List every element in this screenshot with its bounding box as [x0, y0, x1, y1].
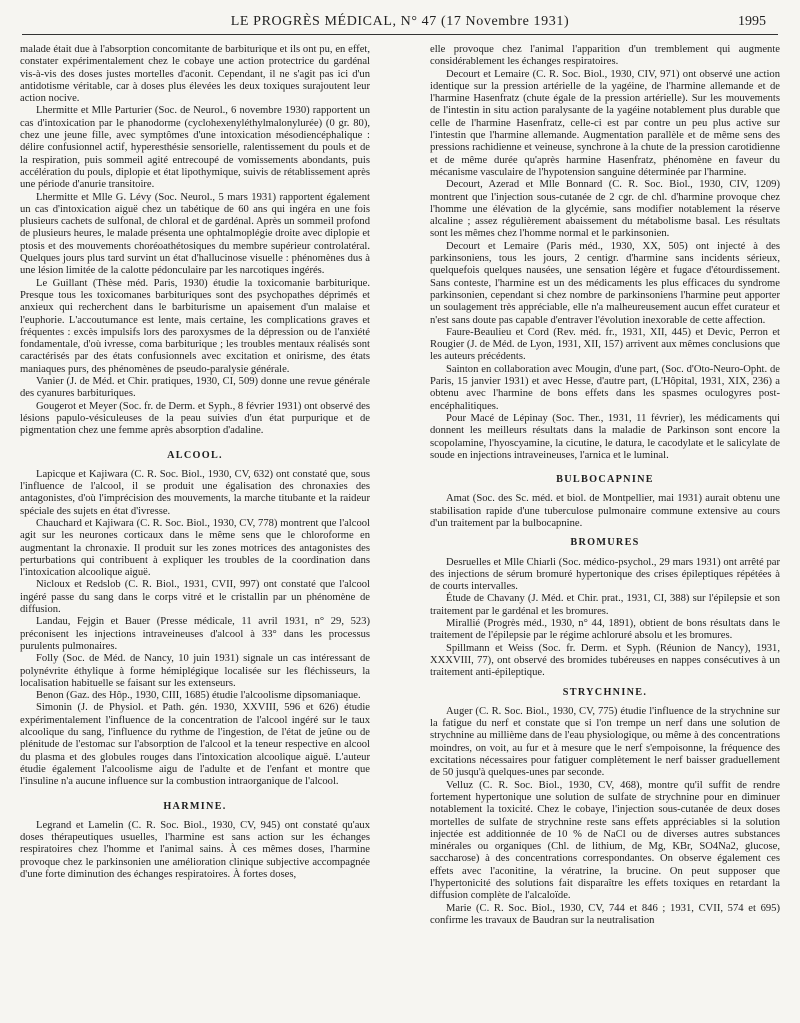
- paragraph: Desruelles et Mlle Chiarli (Soc. médico-psychol., 29 mars 1931) ont arrêté par des injections de sérum bromuré hypertonique des crises épileptiques répétées à de courts intervalles.: [430, 556, 780, 593]
- paragraph: Decourt et Lemaire (Paris méd., 1930, XX, 505) ont injecté à des parkinsoniens, tous les jours, 2 centigr. d'harmine sans incidents sérieux, quelquefois quelques nausées, une sensation légère et fugace d'étourdissement. Sans conteste, l'harmine est un des médicaments les plus efficaces du syndrome parkinsonien, cependant si chez nombre de parkinsoniens l'harmine peut apporter un soulagement très appréciable, elle n'a malheureusement aucun effet curateur et n'est sans doute pas capable d'entraver l'évolution inexorable de cette affection.: [430, 240, 780, 326]
- running-header: [22, 6, 778, 35]
- paragraph: Spillmann et Weiss (Soc. fr. Derm. et Syph. (Réunion de Nancy), 1931, XXXVIII, 77), ont observé des bromides tubéreuses en nappes consécutives à un traitement anti-épileptique.: [430, 642, 780, 679]
- paragraph: Gougerot et Meyer (Soc. fr. de Derm. et Syph., 8 février 1931) ont observé des lésions papulo-vésiculeuses de la peau suivies d'un état purpurique et de pigmentation chez une femme après absorption d'adaline.: [20, 400, 370, 437]
- paragraph: Sainton en collaboration avec Mougin, d'une part, (Soc. d'Oto-Neuro-Opht. de Paris, 15 janvier 1931) et avec Hesse, d'autre part, (L'Hôpital, 1931, XIX, 236) a obtenu avec l'harmine de bons effets dans les spasmes oculogyres post-encéphalitiques.: [430, 363, 780, 412]
- paragraph: Pour Macé de Lépinay (Soc. Ther., 1931, 11 février), les médicaments qui donnent les meilleurs résultats dans la maladie de Parkinson sont encore la scopolamine, l'hyoscyamine, la cicutine, le datura, le cacodylate et le salicylate de soude en injections intraveineuses, l'arnica et le luminal.: [430, 412, 780, 461]
- paragraph: Amat (Soc. des Sc. méd. et biol. de Montpellier, mai 1931) aurait obtenu une stabilisation rapide d'une tuberculose pulmonaire commune extensive au cours d'un traitement par la bulbocapnine.: [430, 493, 780, 529]
- text-columns: [20, 44, 780, 1014]
- paragraph: Mirallié (Progrès méd., 1930, n° 44, 1891), obtient de bons résultats dans le traitement de l'épilepsie par le régime achloruré absolu et les bromures.: [430, 618, 780, 642]
- left-column: [20, 44, 370, 1014]
- journal-title: LE PROGRÈS MÉDICAL, N° 47 (17 Novembre 1931): [230, 14, 570, 29]
- paragraph: Chauchard et Kajiwara (C. R. Soc. Biol., 1930, CV, 778) montrent que l'alcool agit sur les neurones corticaux dans le même sens que le chloroforme en augmentant la chronaxie. Il produit sur les zones motrices des antagonistes des perturbations qui contribuent à expliquer les troubles de la coordination dans l'intoxication alcoolique aiguë.: [20, 517, 370, 579]
- paragraph: Vanier (J. de Méd. et Chir. pratiques, 1930, CI, 509) donne une revue générale des cyanures barbituriques.: [20, 376, 370, 400]
- paragraph: Landau, Fejgin et Bauer (Presse médicale, 11 avril 1931, n° 29, 523) préconisent les injections intraveineuses d'alcool à 33° dans les processus purulents pulmonaires.: [20, 616, 370, 652]
- paragraph: Lhermitte et Mlle G. Lévy (Soc. Neurol., 5 mars 1931) rapportent également un cas d'intoxication aiguë chez un tabétique de 60 ans qui ingéra en une fois plusieurs cachets de sulfonal, de chloral et de gardénal. Après un sommeil profond de plusieurs heures, le malade présenta une ophtalmoplégie droite avec diplopie et ptosis et des mouvements choréoathétosiques du membre supérieur controlatéral. Quelques jours plus tard survint un état d'hallucinose visuelle : phénomènes dus à une lésion limitée de la calotte pédonculaire par les narcotiques ingérés.: [20, 191, 370, 277]
- paragraph: Auger (C. R. Soc. Biol., 1930, CV, 775) étudie l'influence de la strychnine sur la fatigue du nerf et constate que si l'on trempe un nerf dans une solution de strychnine au millième dans de l'eau physiologique, ou même à des concentrations moindres, on voit, au fur et à mesure que le nerf s'empoisonne, la fréquence des excitations nécessaires pour fatiguer complètement le nerf baisser graduellement de 50 jusqu'à quelques-unes par seconde.: [430, 705, 780, 779]
- paragraph: malade était due à l'absorption concomitante de barbiturique et ils ont pu, en effet, constater expérimentalement chez le cobaye une action protectrice du gardénal vis-à-vis des doses justes mortelles d'aconit. Cependant, il ne s'agit pas ici d'un antidotisme véritable, car à doses plus élevées les deux toxiques surajoutent leur action nocive.: [20, 44, 370, 105]
- paragraph: Le Guillant (Thèse méd. Paris, 1930) étudie la toxicomanie barbiturique. Presque tous les toxicomanes barbituriques sont des psychopathes déprimés et anxieux qui recherchent dans le barbiturisme un apaisement d'un malaise et l'euphorie. L'accoutumance est lente, mais certaine, les complications graves et fréquentes : excès impulsifs lors des paroxysmes de la dépression ou de l'anxiété fondamentale, d'où ivresse, coma barbiturique ; les troubles mentaux réalisés sont caractérisés par des états confusionnels avec excitation et onirisme, des états maniaques purs, des phénomènes de pseudo-paralysie générale.: [20, 277, 370, 375]
- paragraph: Nicloux et Redslob (C. R. Biol., 1931, CVII, 997) ont constaté que l'alcool ingéré passe du sang dans le corps vitré et le cristallin par un phénomène de diffusion.: [20, 579, 370, 616]
- paragraph: Lapicque et Kajiwara (C. R. Soc. Biol., 1930, CV, 632) ont constaté que, sous l'influence de l'alcool, il se produit une égalisation des chronaxies des antagonistes, d'où l'imprécision des mouvements, la marche titubante et la raideur spéciale des sujets en état d'ivresse.: [20, 468, 370, 517]
- paragraph: Étude de Chavany (J. Méd. et Chir. prat., 1931, CI, 388) sur l'épilepsie et son traitement par le gardénal et les bromures.: [430, 593, 780, 617]
- paragraph: Faure-Beaulieu et Cord (Rev. méd. fr., 1931, XII, 445) et Devic, Perron et Rougier (J. de Méd. de Lyon, 1931, XII, 157) arrivent aux mêmes conclusions que les auteurs précédents.: [430, 326, 780, 363]
- paragraph: elle provoque chez l'animal l'apparition d'un tremblement qui augmente considérablement les échanges respiratoires.: [430, 44, 780, 68]
- section-heading-bromures: BROMURES: [570, 537, 640, 549]
- section-heading-alcool: ALCOOL.: [167, 449, 223, 461]
- paragraph: Legrand et Lamelin (C. R. Soc. Biol., 1930, CV, 945) ont constaté qu'aux doses thérapeutiques usuelles, l'harmine est sans action sur les échanges respiratoires chez l'homme et l'animal sains. À ces mêmes doses, l'harmine provoque chez le parkinsonien une amélioration clinique subjective accompagnée d'une forte diminution des échanges respiratoires. À fortes doses,: [20, 819, 370, 880]
- section-heading-harmine: HARMINE.: [163, 800, 227, 812]
- page-number: 1995: [738, 14, 766, 29]
- right-column: [430, 44, 780, 1014]
- paragraph: Simonin (J. de Physiol. et Path. gén. 1930, XXVIII, 596 et 626) étudie expérimentalement l'influence de la concentration de l'alcool ingéré sur le taux alcoolique du sang, l'influence du rythme de l'ingestion, de l'état de jeûne ou de plénitude de l'estomac sur l'absorption de l'alcool et la teneur respective en alcool du plasma et des globules rouges dans l'intoxication alcoolique aiguë. L'auteur étudie également l'alcoolisme aigu de l'adulte et de l'enfant et montre que l'insuline n'a aucune influence sur la combustion intraorganique de l'alcool.: [20, 702, 370, 788]
- paragraph: Marie (C. R. Soc. Biol., 1930, CV, 744 et 846 ; 1931, CVII, 574 et 695) confirme les travaux de Baudran sur la neutralisation: [430, 902, 780, 926]
- paragraph: Decourt, Azerad et Mlle Bonnard (C. R. Soc. Biol., 1930, CIV, 1209) montrent que l'injection sous-cutanée de 2 cgr. de chl. d'harmine provoque chez l'homme une élévation de la glycémie, sans modifier notablement la réserve alcaline ; assez régulièrement abaissement du métabolisme basal. Les résultats sont les mêmes chez l'homme normal et le parkinsonien.: [430, 179, 780, 240]
- paragraph: Folly (Soc. de Méd. de Nancy, 10 juin 1931) signale un cas intéressant de polynévrite éthylique à forme hémiplégique localisée sur les fléchisseurs, la localisation habituelle se faisant sur les extenseurs.: [20, 653, 370, 689]
- paragraph: Lhermitte et Mlle Parturier (Soc. de Neurol., 6 novembre 1930) rapportent un cas d'intoxication par le phanodorme (cyclohexenyléthylmalonylurée) (0 gr. 80), chez une jeune fille, avec symptômes d'une intoxication mésodiencéphalique : délire confusionnel actif, hyperesthésie sensorielle, ralentissement du pouls et de la respiration, puis sommeil agité entrecoupé de vomissements abondants, puis accélération du pouls, diplopie et état lipothymique, suivis de rétablissement après une période d'anurie transitoire.: [20, 105, 370, 191]
- paragraph: Velluz (C. R. Soc. Biol., 1930, CV, 468), montre qu'il suffit de rendre fortement hypertonique une solution de sulfate de strychnine pour en diminuer notablement la toxicité. Chez le cobaye, l'injection sous-cutanée de deux doses mortelles de sulfate de strychnine reste sans effets appréciables si la solution injectée est additionnée de 10 % de NaCl ou de diverses autres substances minérales ou organiques (Chl. de lithium, de Mg, KBr, SO4Na2, glucose, saccharose) à des concentrations correspondantes. On observe également ces effets avec l'aconitine, la vératrine, la brucine. On peut supposer que l'hypertonicité des solutions fait disparaître les effets toxiques en retardant la diffusion complète de l'alcaloïde.: [430, 779, 780, 902]
- paragraph: Decourt et Lemaire (C. R. Soc. Biol., 1930, CIV, 971) ont observé une action identique sur la pression artérielle de la yagéine, de l'harmine allemande et de l'harmine Hasenfratz (chute égale de la pression artérielle). Sur les mouvements de l'intestin in situ action paralysante de la yagéine notablement plus durable que celle de l'harmine Hasenfratz, celle-ci est par contre un peu plus active sur l'intestin que l'harmine allemande. Augmentation parallèle et de même sens des pressions rachidienne et veineuse, synchrone à la chute de la pression carotidienne et de même durée qu'après harmine Hasenfratz, phénomène en faveur du mécanisme vasculaire de l'hypotension sanguine déterminée par l'harmine.: [430, 68, 780, 178]
- section-heading-bulbocapnine: BULBOCAPNINE: [556, 474, 654, 486]
- paragraph: Benon (Gaz. des Hôp., 1930, CIII, 1685) étudie l'alcoolisme dipsomaniaque.: [36, 690, 361, 702]
- section-heading-strychnine: STRYCHNINE.: [562, 686, 648, 698]
